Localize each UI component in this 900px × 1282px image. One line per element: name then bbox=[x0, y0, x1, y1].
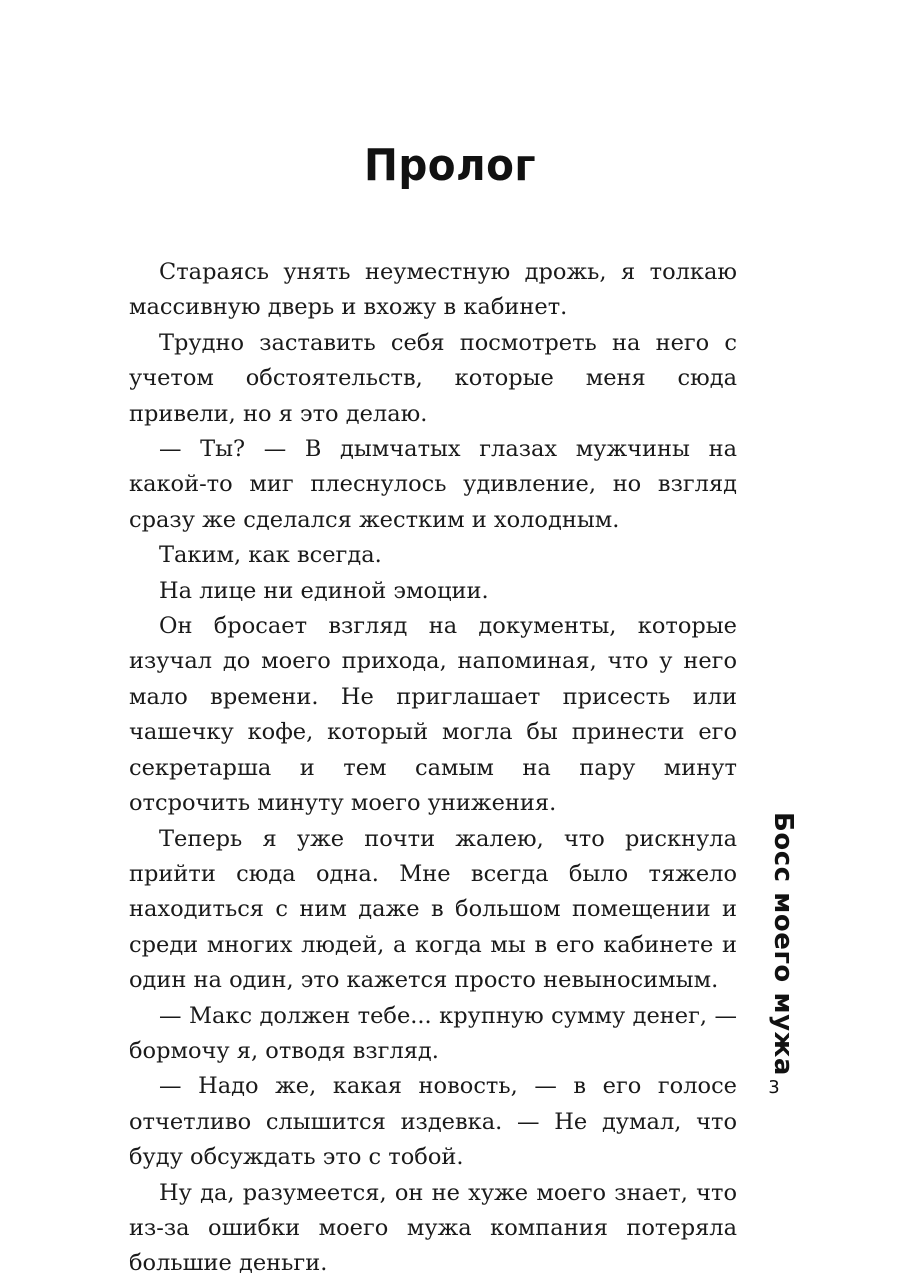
paragraph: Ну да, разумеется, он не хуже моего знает, что из-за ошибки моего мужа компания потеряла большие деньги. bbox=[129, 1179, 737, 1277]
running-title-text: Босс моего мужа bbox=[768, 812, 799, 1076]
chapter-title: Пролог bbox=[363, 140, 537, 191]
page-number: 3 bbox=[768, 1077, 780, 1098]
body-text bbox=[129, 255, 737, 1282]
paragraph: Таким, как всегда. bbox=[159, 542, 382, 569]
paragraph: Трудно заставить себя посмотреть на него с учетом обстоятельств, которые меня сюда привели, но я это делаю. bbox=[129, 329, 737, 427]
paragraph: Теперь я уже почти жалею, что рискнула прийти сюда одна. Мне всегда было тяжело находиться с ним даже в большом помещении и среди многих людей, а когда мы в его кабинете и один на один, это кажется просто невыносимым. bbox=[129, 825, 737, 994]
paragraph: — Макс должен тебе... крупную сумму денег, — бормочу я, отводя взгляд. bbox=[129, 1002, 737, 1064]
paragraph: Он бросает взгляд на документы, которые изучал до моего прихода, напоминая, что у него мало времени. Не приглашает присесть или чашечку кофе, который могла бы принести его секретарша и тем самым на пару минут отсрочить минуту моего унижения. bbox=[129, 613, 737, 817]
paragraph: — Ты? — В дымчатых глазах мужчины на какой-то миг плеснулось удивление, но взгляд сразу же сделался жестким и холодным. bbox=[129, 436, 737, 533]
paragraph: — Надо же, какая новость, — в его голосе отчетливо слышится издевка. — Не думал, что буду обсуждать это с тобой. bbox=[129, 1073, 737, 1171]
paragraph: Стараясь унять неуместную дрожь, я толкаю массивную дверь и вхожу в кабинет. bbox=[129, 259, 737, 321]
running-title bbox=[758, 812, 808, 1076]
paragraph: На лице ни единой эмоции. bbox=[159, 577, 489, 604]
